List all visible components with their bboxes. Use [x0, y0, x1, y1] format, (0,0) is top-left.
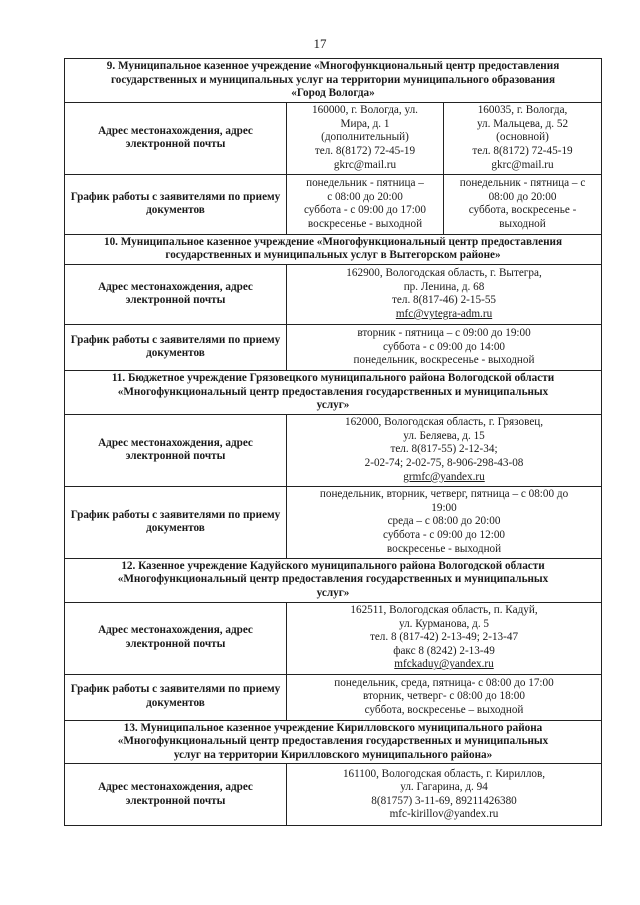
section-13-header: 13. Муниципальное казенное учреждение Кирилловского муниципального района «Многофункциональный центр предоставления государственных и муниципальных услуг на территории Кирилловского муниципального района» [65, 720, 602, 764]
email-link[interactable]: mfc@vytegra-adm.ru [395, 308, 493, 321]
address-label: Адрес местонахождения, адрес электронной почты [65, 764, 287, 826]
schedule-label: График работы с заявителями по приему документов [65, 674, 287, 720]
email: gkrc@mail.ru [333, 158, 397, 171]
section-13-header-row [65, 720, 602, 764]
mfc-table [64, 58, 602, 826]
address-label: Адрес местонахождения, адрес электронной почты [65, 264, 287, 324]
section-9-header-row [65, 59, 602, 103]
schedule-label: График работы с заявителями по приему документов [65, 174, 287, 234]
section-11-header-row [65, 370, 602, 414]
address: 161100, Вологодская область, г. Кириллов, ул. Гагарина, д. 94 8(81757) 3-11-69, 89211426380 mfc-kirillov@yandex.ru [287, 764, 602, 826]
schedule-label: График работы с заявителями по приему документов [65, 486, 287, 558]
email-link[interactable]: grmfc@yandex.ru [403, 470, 485, 483]
section-11-schedule-row [65, 486, 602, 558]
section-9-schedule-row [65, 174, 602, 234]
email-link[interactable]: mfckaduy@yandex.ru [394, 658, 494, 671]
page-number: 17 [313, 36, 327, 51]
section-13-address-row [65, 764, 602, 826]
section-12-schedule-row [65, 674, 602, 720]
section-9-address-row [65, 102, 602, 174]
address-label: Адрес местонахождения, адрес электронной почты [65, 414, 287, 486]
address-additional: 160000, г. Вологда, ул. Мира, д. 1 (дополнительный) тел. 8(8172) 72-45-19 gkrc@mail.ru [287, 102, 444, 174]
schedule-additional: понедельник - пятница – с 08:00 до 20:00 суббота - с 09:00 до 17:00 воскресенье - выходной [287, 174, 444, 234]
address-label: Адрес местонахождения, адрес электронной почты [65, 602, 287, 674]
section-12-header: 12. Казенное учреждение Кадуйского муниципального района Вологодской области «Многофункциональный центр предоставления государственных и муниципальных услуг» [65, 558, 602, 602]
section-10-address-row [65, 264, 602, 324]
section-10-schedule-row [65, 324, 602, 370]
schedule: вторник - пятница – с 09:00 до 19:00 суббота - с 09:00 до 14:00 понедельник, воскресенье - выходной [287, 324, 602, 370]
section-12-address-row [65, 602, 602, 674]
email: mfc-kirillov@yandex.ru [389, 808, 499, 821]
address-label: Адрес местонахождения, адрес электронной почты [65, 102, 287, 174]
address: 162000, Вологодская область, г. Грязовец, ул. Беляева, д. 15 тел. 8(817-55) 2-12-34; 2-02-74; 2-02-75, 8-906-298-43-08 grmfc@yandex.ru [287, 414, 602, 486]
address: 162900, Вологодская область, г. Вытегра, пр. Ленина, д. 68 тел. 8(817-46) 2-15-55 mfc@vytegra-adm.ru [287, 264, 602, 324]
address: 162511, Вологодская область, п. Кадуй, ул. Курманова, д. 5 тел. 8 (817-42) 2-13-49; 2-13-47 факс 8 (8242) 2-13-49 mfckaduy@yandex.ru [287, 602, 602, 674]
section-11-header: 11. Бюджетное учреждение Грязовецкого муниципального района Вологодской области «Многофункциональный центр предоставления государственных и муниципальных услуг» [65, 370, 602, 414]
section-11-address-row [65, 414, 602, 486]
schedule-label: График работы с заявителями по приему документов [65, 324, 287, 370]
schedule: понедельник, вторник, четверг, пятница – с 08:00 до 19:00 среда – с 08:00 до 20:00 суббота - с 09:00 до 12:00 воскресенье - выходной [287, 486, 602, 558]
section-10-header: 10. Муниципальное казенное учреждение «Многофункциональный центр предоставления государственных и муниципальных услуг в Вытегорском районе» [65, 234, 602, 264]
schedule: понедельник, среда, пятница- с 08:00 до 17:00 вторник, четверг- с 08:00 до 18:00 суббота, воскресенье – выходной [287, 674, 602, 720]
section-12-header-row [65, 558, 602, 602]
address-main: 160035, г. Вологда, ул. Мальцева, д. 52 (основной) тел. 8(8172) 72-45-19 gkrc@mail.ru [444, 102, 602, 174]
email: gkrc@mail.ru [491, 158, 554, 171]
section-9-header: 9. Муниципальное казенное учреждение «Многофункциональный центр предоставления государственных и муниципальных услуг на территории муниципального образования «Город Вологда» [65, 59, 602, 103]
schedule-main: понедельник - пятница – с 08:00 до 20:00 суббота, воскресенье - выходной [444, 174, 602, 234]
section-10-header-row [65, 234, 602, 264]
